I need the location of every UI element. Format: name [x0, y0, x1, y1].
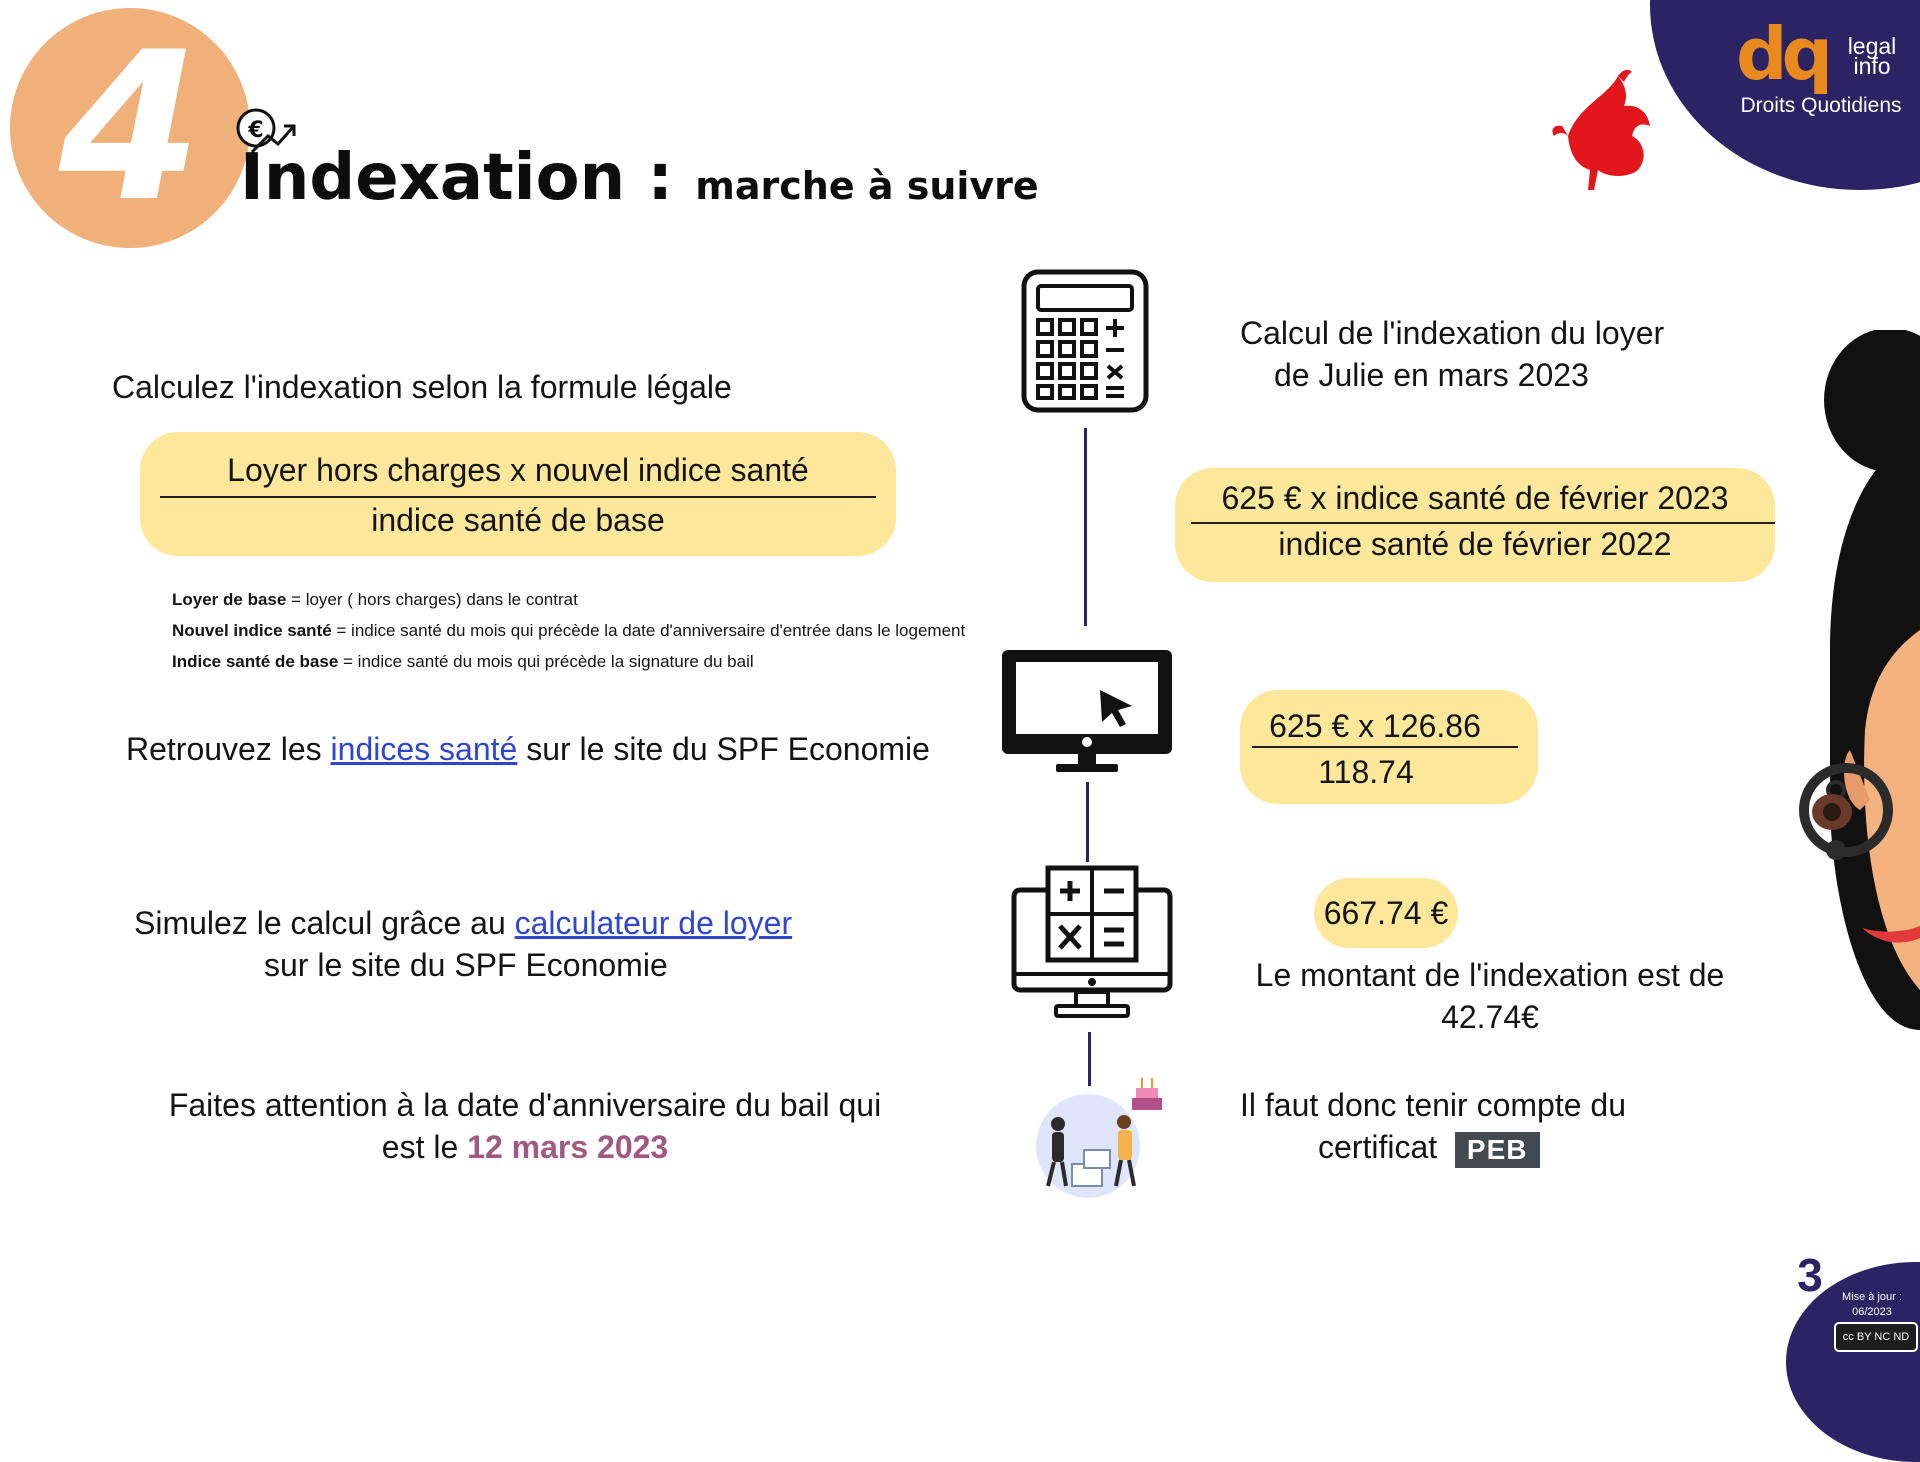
peb-note [1220, 1084, 1740, 1168]
julie-heading-line2: de Julie en mars 2023 [1274, 357, 1589, 393]
brand-logo-text: legal info [1847, 33, 1897, 79]
update-label: Mise à jour : [1842, 1291, 1902, 1303]
definition-item [172, 615, 965, 646]
indices-text-after: sur le site du SPF Economie [526, 731, 930, 767]
definitions-list [172, 584, 965, 677]
simulate-text-line2: sur le site du SPF Economie [264, 947, 668, 983]
peb-badge: PEB [1455, 1132, 1540, 1168]
woman-face-illustration [1660, 330, 1920, 1090]
definition-term: Nouvel indice santé [172, 621, 332, 640]
simulate-instruction [120, 902, 910, 986]
peb-line1: Il faut donc tenir compte du [1240, 1087, 1626, 1123]
celebration-illustration [1028, 1068, 1172, 1200]
definition-term: Loyer de base [172, 590, 287, 609]
anniversary-line2-prefix: est le [381, 1129, 468, 1165]
desktop-calculator-icon [1010, 864, 1174, 1026]
update-date: 06/2023 [1852, 1306, 1892, 1318]
brand-tagline: Droits Quotidiens [1740, 94, 1902, 117]
title-subtitle: marche à suivre [695, 164, 1039, 208]
anniversary-warning [130, 1084, 920, 1168]
definition-item [172, 584, 965, 615]
fraction-line [160, 496, 876, 498]
timeline-line [1086, 782, 1089, 862]
svg-text:€: € [248, 118, 264, 143]
numeric-formula-box [1240, 690, 1538, 804]
amount-line2: 42.74€ [1441, 999, 1539, 1035]
definition-text: = indice santé du mois qui précède la signature du bail [338, 652, 754, 671]
formula-numerator: Loyer hors charges x nouvel indice santé [227, 452, 809, 488]
update-info [1824, 1290, 1920, 1320]
definition-term: Indice santé de base [172, 652, 339, 671]
anniversary-line1: Faites attention à la date d'anniversaire du bail qui [168, 1087, 882, 1123]
definition-text: = indice santé du mois qui précède la date d'anniversaire d'entrée dans le logement [331, 621, 966, 640]
numeric-numerator: 625 € x 126.86 [1269, 708, 1481, 744]
monitor-cursor-icon [998, 646, 1176, 776]
julie-formula-denominator: indice santé de février 2022 [1278, 526, 1672, 562]
numeric-denominator: 118.74 [1318, 754, 1414, 790]
indices-sante-link[interactable]: indices santé [330, 731, 518, 767]
timeline-line [1084, 428, 1087, 626]
julie-heading-line1: Calcul de l'indexation du loyer [1240, 315, 1665, 351]
definition-item [172, 646, 965, 677]
julie-formula-numerator: 625 € x indice santé de février 2023 [1221, 480, 1729, 516]
simulate-text-before: Simulez le calcul grâce au [134, 905, 515, 941]
page-number: 3 [1797, 1249, 1823, 1301]
formula-denominator: indice santé de base [371, 502, 665, 538]
title-main: Indexation : [240, 141, 673, 215]
result-badge: 667.74 € [1314, 878, 1458, 948]
indices-instruction [126, 728, 930, 770]
legal-formula-box [140, 432, 896, 556]
indices-text-before: Retrouvez les [126, 731, 331, 767]
calculator-icon [1020, 268, 1150, 414]
calculateur-loyer-link[interactable]: calculateur de loyer [514, 905, 793, 941]
definition-text: = loyer ( hors charges) dans le contrat [286, 590, 578, 609]
fraction-line [1252, 746, 1518, 748]
page-title [240, 138, 1039, 226]
formula-heading: Calculez l'indexation selon la formule légale [112, 369, 732, 405]
anniversary-date: 12 mars 2023 [467, 1129, 669, 1165]
license-badge[interactable]: cc BY NC ND [1834, 1322, 1918, 1352]
peb-line2: certificat [1318, 1129, 1438, 1165]
rooster-emblem [1548, 66, 1658, 196]
step-number: 4 [58, 9, 202, 247]
brand-logo-mark: dq [1736, 12, 1828, 96]
amount-line1: Le montant de l'indexation est de [1255, 957, 1725, 993]
